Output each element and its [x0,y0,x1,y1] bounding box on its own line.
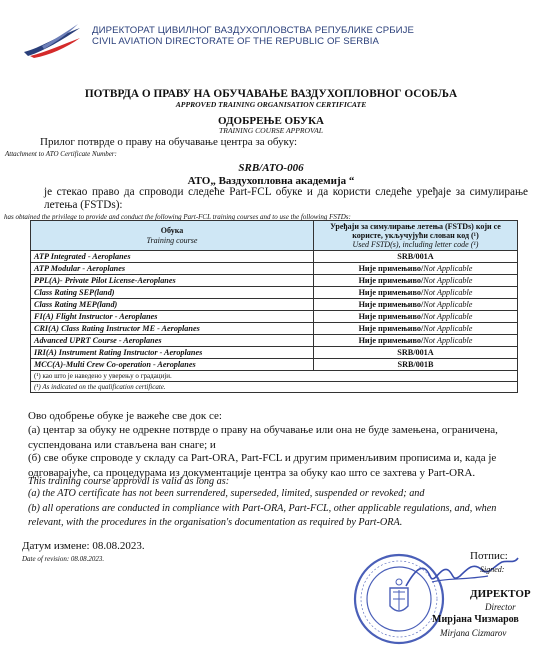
course-cell: IRI(A) Instrument Rating Instructor - Aeroplanes [31,347,314,359]
ccaa-wing-logo-icon [22,22,82,58]
col-header-fstd [314,221,518,251]
table-row [31,323,518,335]
director-title: ДИРЕКТОР [470,588,531,600]
signature-label-en: Signed: [480,565,505,574]
fstd-cell [314,335,518,347]
ato-name: АТО„ Ваздухопловна академија “ [187,175,355,187]
footnote-en: (¹) As indicated on the qualification certificate. [31,382,518,393]
table-row [31,359,518,371]
condition-b: (б) све обуке спроводе у складу са Part-ORA, Part-FCL и другим применљивим прописима и, када је одговарајуће, са процедурама из документације центра за обуку као што се захтева у Part-ORA. [28,452,497,479]
training-course-table [30,220,518,393]
fstd-value-en: Not Applicable [423,287,473,297]
fstd-cell [314,251,518,263]
course-cell: ATP Integrated - Aeroplanes [31,251,314,263]
privilege-text-en: has obtained the privilege to provide and conduct the following Part-FCL training courses and to use the following FSTDs: [4,213,351,221]
course-cell: FI(A) Flight Instructor - Aeroplanes [31,311,314,323]
fstd-value: Није примењиво/ [358,311,424,321]
document-title: ПОТВРДА О ПРАВУ НА ОБУЧАВАЊЕ ВАЗДУХОПЛОВНОГ ОСОБЉА [84,88,458,100]
fstd-value: SRB/001B [397,359,434,369]
col-header-course-en: Training course [146,235,198,245]
agency-name-en: CIVIL AVIATION DIRECTORATE OF THE REPUBLIC OF SERBIA [92,36,380,47]
revision-date-en: Date of revision: 08.08.2023. [22,555,105,563]
condition-a-en: (a) the ATO certificate has not been surrendered, superseded, limited, suspended or revoked; and [28,488,425,499]
approval-heading-en: TRAINING COURSE APPROVAL [219,126,323,135]
table-row [31,311,518,323]
condition-a: (а) центар за обуку не одрекне потврде о праву на обучавање или она не буде замењена, ограничена, суспендована или стављена ван снаге; и [28,424,498,451]
director-title-en: Director [485,602,516,612]
fstd-value-en: Not Applicable [423,335,473,345]
fstd-cell [314,347,518,359]
table-row [31,299,518,311]
fstd-value-en: Not Applicable [423,275,473,285]
fstd-cell [314,323,518,335]
approval-heading: ОДОБРЕЊЕ ОБУКА [217,115,324,127]
document-title-en: APPROVED TRAINING ORGANISATION CERTIFICATE [175,100,367,109]
course-cell: PPL(A)- Private Pilot License-Aeroplanes [31,275,314,287]
validity-intro: Ово одобрење обуке је важеће све док се: [28,410,222,422]
course-cell: CRI(A) Class Rating Instructor ME - Aeroplanes [31,323,314,335]
fstd-cell [314,311,518,323]
signature-label: Потпис: [470,550,508,562]
privilege-text: је стекао право да спроводи следеће Part-FCL обуке и да користи следеће уређаје за симулирање летења (FSTDs): [44,186,528,211]
course-cell: Class Rating SEP(land) [31,287,314,299]
agency-name [92,25,414,47]
fstd-cell [314,287,518,299]
course-cell: MCC(A)-Multi Crew Co-operation - Aeroplanes [31,359,314,371]
revision-date: Датум измене: 08.08.2023. [22,540,145,552]
col-header-course [31,221,314,251]
agency-name-sr: ДИРЕКТОРАТ ЦИВИЛНОГ ВАЗДУХОПЛОВСТВА РЕПУБЛИКЕ СРБИЈЕ [92,25,415,36]
fstd-value: SRB/001A [397,251,434,261]
col-header-fstd-en: Used FSTD(s), including letter code (¹) [352,240,479,249]
fstd-value-en: Not Applicable [423,311,473,321]
footnote-sr: (¹) као што је наведено у уверењу о градацији. [31,371,518,382]
col-header-course-sr: Обука [160,225,184,235]
condition-b-en: (b) all operations are conducted in compliance with Part-ORA, Part-FCL, other applicable regulations, and, when relevant, with the procedures in the organisation's documentation as required by Part-ORA. [28,503,497,528]
fstd-value-en: Not Applicable [423,323,473,333]
fstd-value-en: Not Applicable [423,263,473,273]
fstd-value: Није примењиво/ [358,299,424,309]
fstd-value: Није примењиво/ [358,263,424,273]
director-name-en: Mirjana Cizmarov [440,628,507,638]
director-name: Мирјана Чизмаров [432,614,519,625]
fstd-value: Није примењиво/ [358,275,424,285]
footnote-row [31,382,518,393]
fstd-cell [314,263,518,275]
certificate-number: SRB/ATO-006 [238,162,304,174]
course-cell: Class Rating MEP(land) [31,299,314,311]
fstd-value-en: Not Applicable [423,299,473,309]
fstd-cell [314,275,518,287]
course-cell: ATP Modular - Aeroplanes [31,263,314,275]
table-row [31,335,518,347]
table-row [31,347,518,359]
fstd-cell [314,299,518,311]
col-header-fstd-sr: Уређаји за симулирање летења (FSTDs) који се користе, укључујући слован код (¹) [330,222,501,240]
fstd-cell [314,359,518,371]
table-row [31,263,518,275]
fstd-value: Није примењиво/ [358,335,424,345]
table-header-row [31,221,518,251]
course-cell: Advanced UPRT Course - Aeroplanes [31,335,314,347]
table-row [31,251,518,263]
table-row [31,275,518,287]
fstd-value: Није примењиво/ [358,323,424,333]
footnote-row [31,371,518,382]
fstd-value: Није примењиво/ [358,287,424,297]
attachment-text-en: Attachment to ATO Certificate Number: [5,150,117,158]
attachment-text: Прилог потврде о праву на обучавање центра за обуку: [40,136,298,148]
table-row [31,287,518,299]
fstd-value: SRB/001A [397,347,434,357]
validity-intro-en: This training course approval is valid as long as: [28,476,230,487]
